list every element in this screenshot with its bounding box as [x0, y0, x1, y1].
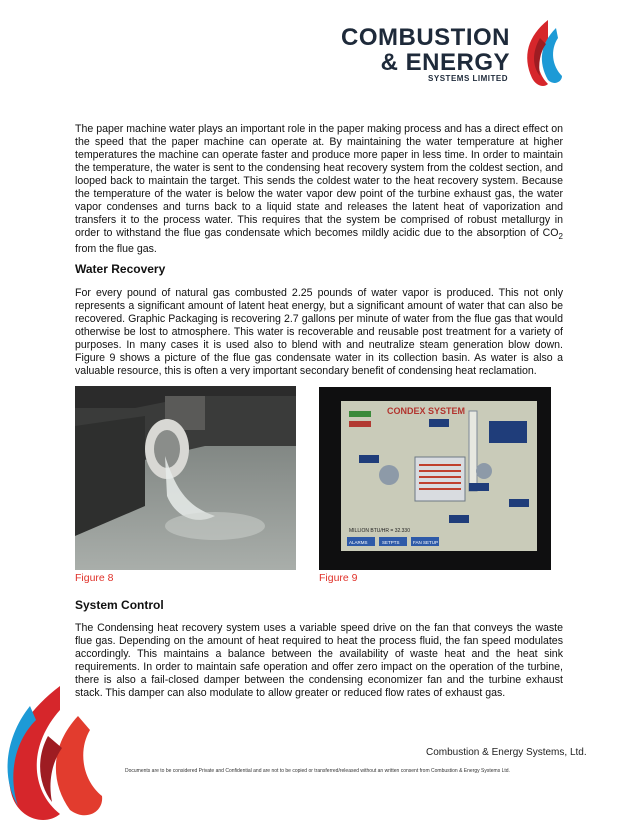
company-logo: [341, 18, 574, 88]
figure-8-caption: Figure 8: [75, 572, 114, 584]
section-heading-system-control: System Control: [75, 598, 164, 612]
screen-btn-alarms: ALARMS: [349, 540, 368, 545]
intro-paragraph: The paper machine water plays an important role in the paper making process and has a direct effect on the speed that the paper machine can operate at. By maintaining the water temperature at higher temperatures the machine can operate faster and produce more paper in less time. In order to maintain the temperature, the water is sent to the condensing heat recovery system from the coldest section, and looped back to maintain the target. This sends the coldest water to the heat recovery system. Because the temperature of the water is below the water vapor dew point of the turbine exhaust gas, the water vapor condenses and turns back to a liquid state and releases the latent heat of vaporization and transfers it to the process water. This requires that the system be comprised of robust metallurgy in order to withstand the flue gas condensate which becomes mildly acidic due to the absorption of $CO_2$ from the flue gas.: [75, 123, 563, 256]
logo-line-1: COMBUSTION: [341, 24, 510, 51]
water-recovery-paragraph: For every pound of natural gas combusted 2.25 pounds of water vapor is produced. This not only represents a significant amount of latent heat energy, but a significant amount of water that can also be recovered. Graphic Packaging is recovering 2.7 gallons per minute of water from the flue gas that would otherwise be lost to atmosphere. This water is recoverable and reusable post treatment for a variety of purposes. In many cases it is used also to blend with and neutralize steam generation blow down. Figure 9 shows a picture of the flue gas condensate water in its collection basin. As water is also a valuable resource, this is often a very important secondary benefit of condensing heat reclamation.: [75, 287, 563, 377]
section-heading-water-recovery: Water Recovery: [75, 262, 166, 276]
logo-line-2: & ENERGY: [380, 49, 510, 76]
co2-subscript: 2: [558, 232, 563, 242]
logo-line-3: SYSTEMS LIMITED: [428, 74, 508, 83]
figure-9-photo: [319, 387, 551, 570]
figure-8-photo: [75, 386, 296, 570]
screen-btu-label: MILLION BTU/HR = 32.330: [349, 528, 410, 534]
screen-btn-setpts: SETPTS: [382, 540, 400, 545]
screen-btn-fan-setup: FAN SETUP: [413, 540, 439, 545]
footer-company: Combustion & Energy Systems, Ltd.: [426, 747, 587, 758]
decorative-flame-icon: [0, 686, 110, 826]
system-control-paragraph: The Condensing heat recovery system uses a variable speed drive on the fan that conveys the waste flue gas. Depending on the amount of heat required to heat the process fluid, the fan speed modulates accordingly. This maintains a balance between the availability of waste heat and the heat sink requirements. In order to maintain safe operation and offer zero impact on the operation of the turbine, there is also a fail-closed damper between the condensing economizer fan and the turbine exhaust stack. This damper can also modulate to allow greater or reduced flow rates of exhaust gas.: [75, 622, 563, 699]
figure-9-caption: Figure 9: [319, 572, 358, 584]
flame-logo-icon: [518, 18, 568, 88]
screen-title: CONDEX SYSTEM: [387, 406, 466, 416]
footer-disclaimer: Documents are to be considered Private and Confidential and are not to be copied or transferred/released without an written consent from Combustion & Energy Systems Ltd.: [125, 768, 510, 774]
